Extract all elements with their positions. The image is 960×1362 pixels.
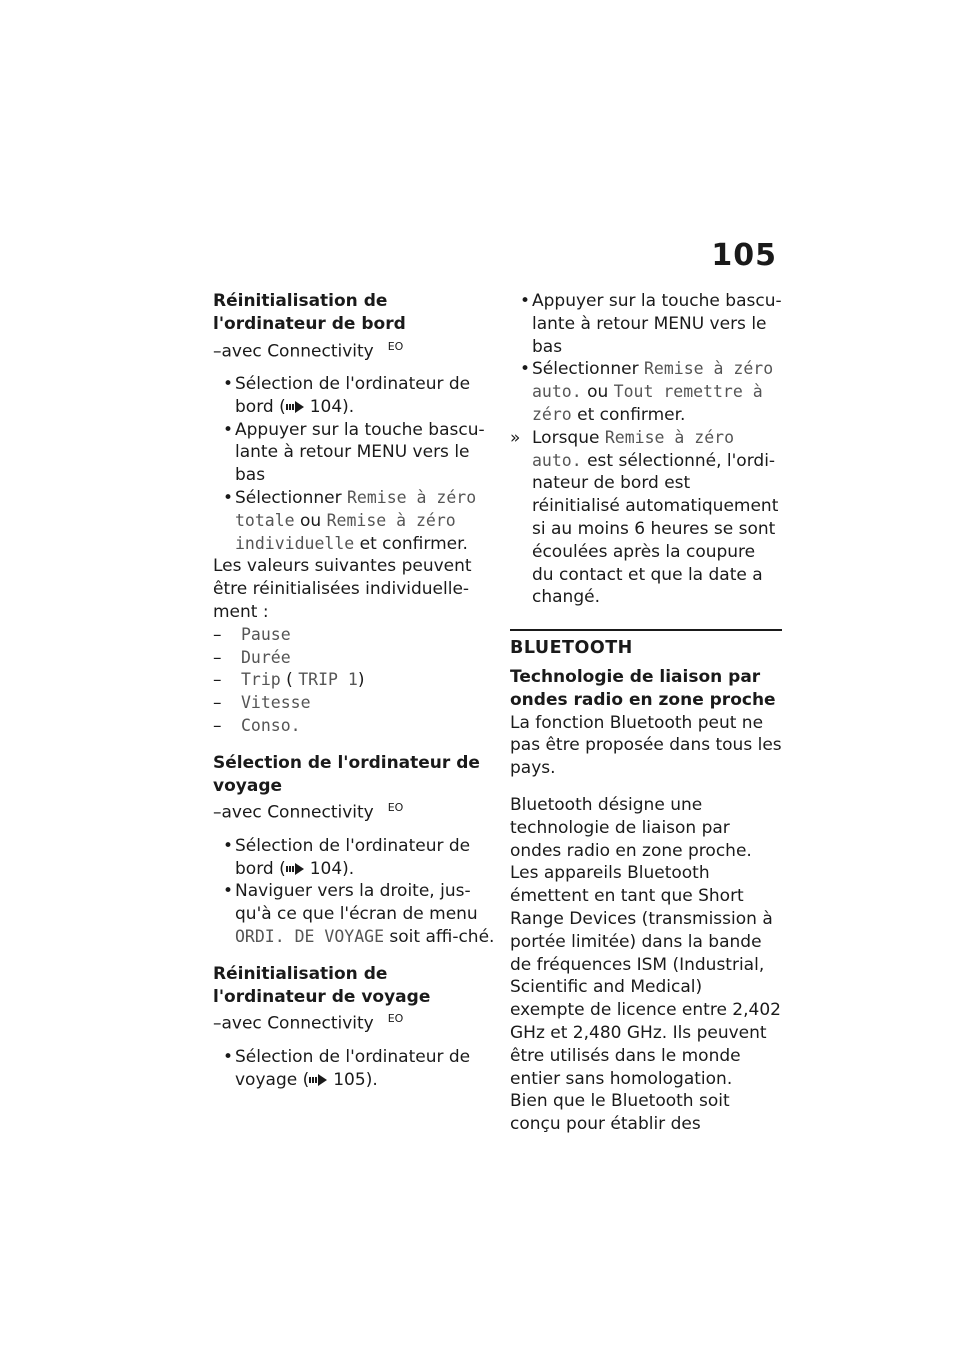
section-title-select-trip-computer: Sélection de l'ordinateur de voyage [213, 752, 480, 796]
left-column [213, 290, 498, 1091]
page-reference-arrow-icon [286, 401, 304, 413]
page-number: 105 [711, 238, 777, 273]
step-press-menu-down: • Appuyer sur la touche bascu-lante à retour MENU vers le bas [213, 419, 498, 487]
step-select-board-computer: • Sélection de l'ordinateur de bord ( 104). [213, 835, 498, 881]
page-reference-arrow-icon [309, 1074, 327, 1086]
equipment-note: –avec Connectivity $^{EO}$ [213, 339, 404, 362]
result-auto-reset: » Lorsque Remise à zéro auto. est sélectionné, l'ordi-nateur de bord est réinitialisé automatiquement si au moins 6 heures se sont écoulées après la coupure du contact et que la date a changé. [510, 427, 782, 609]
value-duree: – Durée [213, 647, 498, 670]
bluetooth-availability-text: La fonction Bluetooth peut ne pas être proposée dans tous les pays. [510, 712, 782, 779]
subheading-short-range-radio: Technologie de liaison par ondes radio en zone proche [510, 666, 776, 710]
step-select-board-computer: • Sélection de l'ordinateur de bord ( 104). [213, 373, 498, 419]
value-conso: – Conso. [213, 715, 498, 738]
bluetooth-continued-text: Bien que le Bluetooth soit conçu pour établir des [510, 1091, 730, 1135]
section-title-reset-board-computer: Réinitialisation de l'ordinateur de bord [213, 291, 406, 334]
value-pause: – Pause [213, 624, 498, 647]
step-navigate-right: • Naviguer vers la droite, jus-qu'à ce que l'écran de menu ORDI. DE VOYAGE soit affi-ché. [213, 880, 498, 948]
equipment-note: –avec Connectivity $^{EO}$ [213, 801, 404, 824]
section-heading-bluetooth: BLUETOOTH [510, 629, 782, 660]
info-text: Les valeurs suivantes peuvent être réinitialisées individuelle-ment : [213, 556, 472, 623]
step-select-auto-reset: • Sélectionner Remise à zéro auto. ou Tout remettre à zéro et confirmer. [510, 358, 782, 426]
page-reference-arrow-icon [286, 863, 304, 875]
step-select-reset-option: • Sélectionner Remise à zéro totale ou Remise à zéro individuelle et confirmer. [213, 487, 498, 555]
step-select-trip-computer: • Sélection de l'ordinateur de voyage ( 105). [213, 1046, 498, 1092]
bluetooth-description-text: Bluetooth désigne une technologie de liaison par ondes radio en zone proche. Les appareils Bluetooth émettent en tant que Short Range Devices (transmission à portée limitée) dans la bande de fréquences ISM (Industrial, Scientific and Medical) exempte de licence entre 2,402 GHz et 2,480 GHz. Ils peuvent être utilisés dans le monde entier sans homologation. [510, 794, 781, 1089]
value-vitesse: – Vitesse [213, 692, 498, 715]
step-press-menu-down: • Appuyer sur la touche bascu-lante à retour MENU vers le bas [510, 290, 782, 358]
section-title-reset-trip-computer: Réinitialisation de l'ordinateur de voyage [213, 963, 431, 1007]
right-column [510, 290, 782, 1136]
value-trip: – Trip ( TRIP 1) [213, 669, 498, 692]
equipment-note: –avec Connectivity $^{EO}$ [213, 1012, 404, 1035]
